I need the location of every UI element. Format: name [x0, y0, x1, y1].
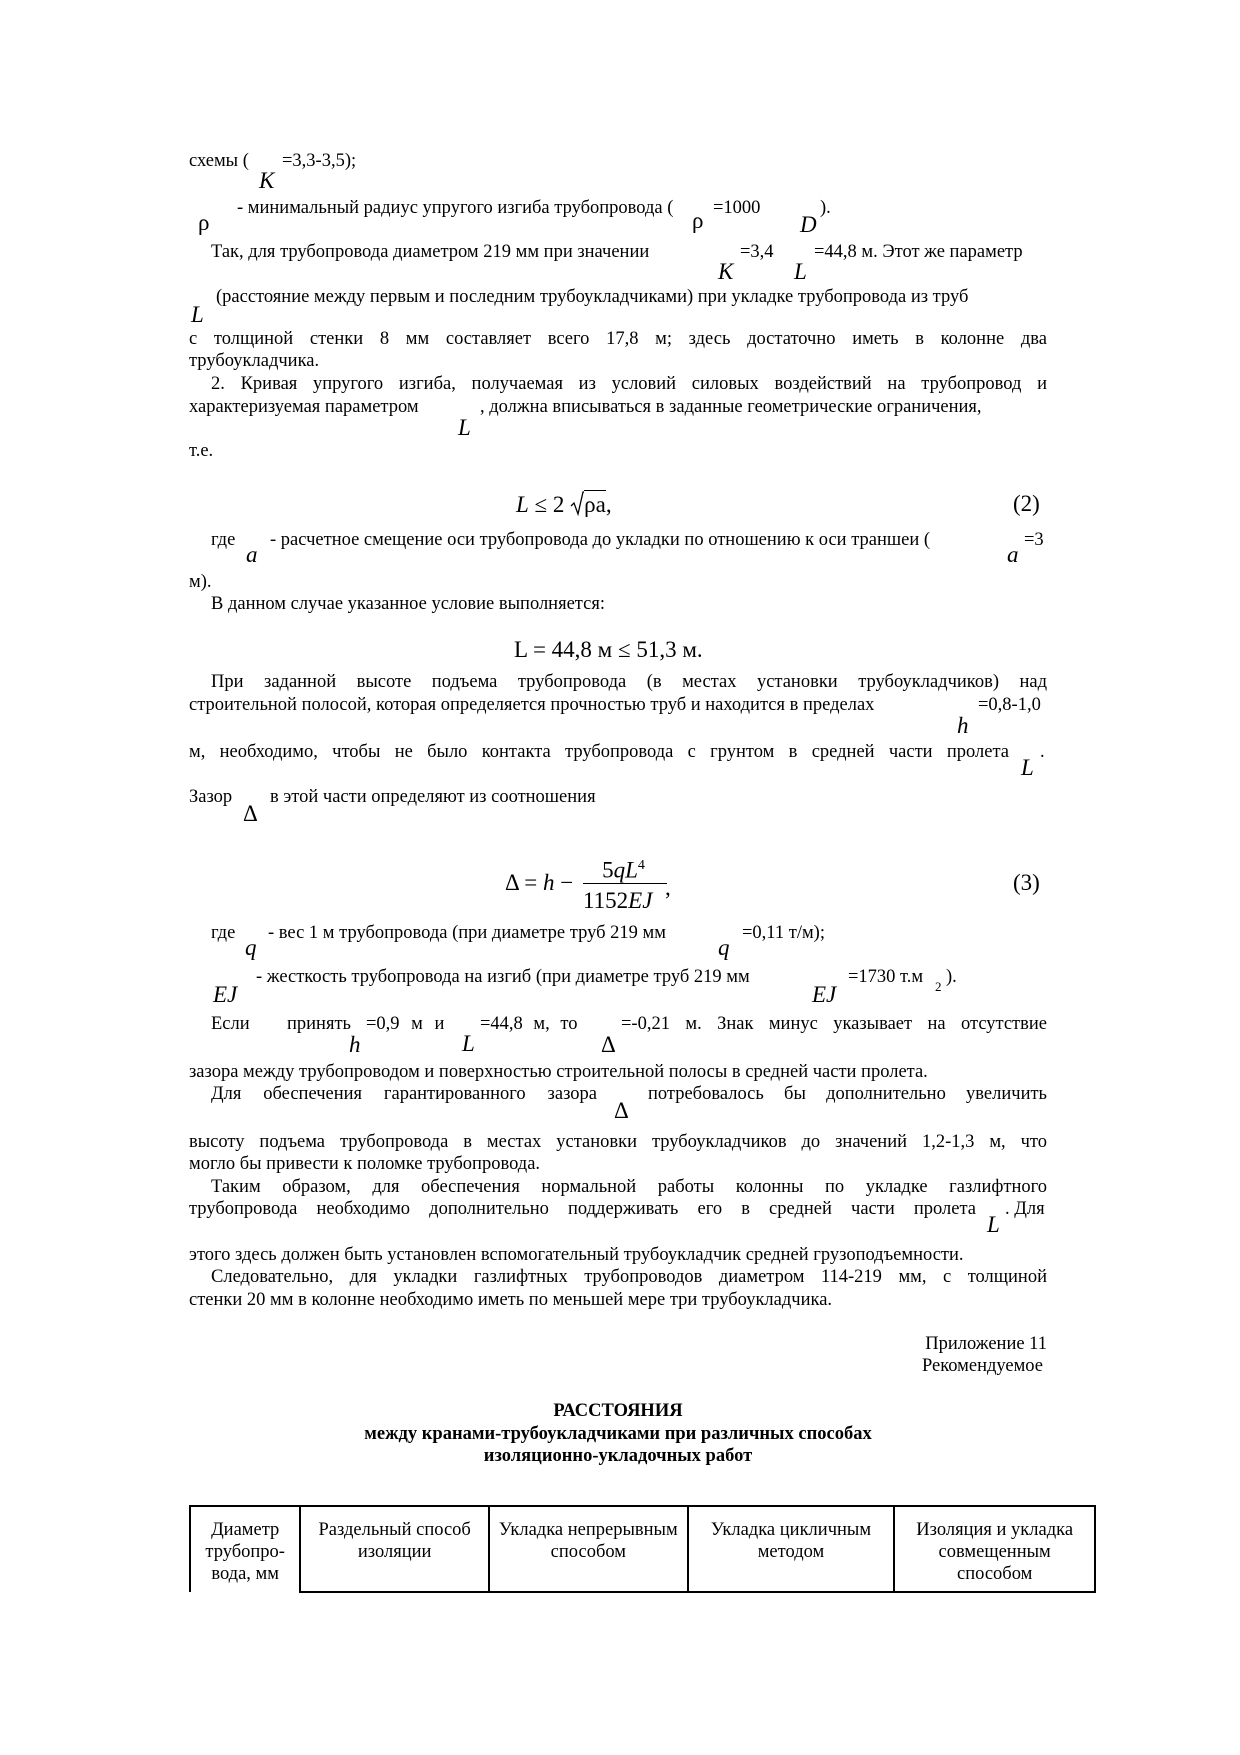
- text-line: - жесткость трубопровода на изгиб (при диаметре труб 219 мм: [256, 967, 750, 987]
- variable-q: q: [718, 935, 730, 960]
- section-subtitle: изоляционно-укладочных работ: [483, 1446, 753, 1466]
- text-line: Зазор: [189, 787, 233, 807]
- variable-h: h: [957, 713, 969, 738]
- variable-K: K: [718, 259, 734, 284]
- equation-inequality: L = 44,8 м ≤ 51,3 м.: [514, 637, 703, 662]
- table-header-row: [190, 1506, 1095, 1592]
- eq-denominator-var: EJ: [628, 888, 653, 913]
- text-line: схемы (: [189, 151, 249, 171]
- radical-sign: [570, 490, 584, 518]
- appendix-number: Приложение 11: [925, 1334, 1047, 1354]
- text-line: характеризуемая параметром: [189, 397, 419, 417]
- table-header-cell: Изоляция и укладка совмещенным способом: [894, 1506, 1095, 1592]
- section-title: РАССТОЯНИЯ: [553, 1401, 683, 1421]
- table-header-cell: Укладка непрерывным способом: [489, 1506, 688, 1592]
- eq-numerator-vars: qL: [613, 857, 638, 883]
- text-line: - расчетное смещение оси трубопровода до укладки по отношению к оси траншеи (: [270, 530, 931, 550]
- text-line: , должна вписываться в заданные геометрические ограничения,: [480, 397, 982, 417]
- equation-3-denominator: [583, 888, 652, 914]
- table-header-cell: Раздельный способ изоляции: [300, 1506, 489, 1592]
- text-line: Так, для трубопровода диаметром 219 мм при значении: [211, 242, 650, 262]
- eq-operator: −: [560, 870, 574, 895]
- text-line: (расстояние между первым и последним трубоукладчиками) при укладке трубопровода из труб: [216, 287, 969, 307]
- text-line: трубопровода необходимо дополнительно поддерживать его в средней части пролета: [189, 1199, 976, 1219]
- text-line: 2. Кривая упругого изгиба, получаемая из условий силовых воздействий на трубопровод и: [211, 374, 1047, 394]
- text-line: трубоукладчика.: [189, 351, 320, 371]
- text-line: Таким образом, для обеспечения нормальной работы колонны по укладке газлифтного: [211, 1177, 1047, 1197]
- eq-comma: ,: [665, 875, 671, 900]
- variable-L: L: [191, 302, 204, 327]
- text-line: . Для: [1005, 1199, 1045, 1219]
- text-line: зазора между трубопроводом и поверхностью строительной полосы в средней части пролета.: [189, 1062, 928, 1082]
- eq-operator: Δ =: [505, 870, 543, 895]
- superscript-2: 2: [935, 979, 942, 994]
- text-line: =44,8 м. Этот же параметр: [814, 242, 1023, 262]
- eq-denominator-coef: 1152: [583, 888, 629, 913]
- eq-comma: ,: [605, 492, 612, 517]
- text-line: потребовалось бы дополнительно увеличить: [648, 1084, 1047, 1104]
- distances-table: [189, 1505, 1096, 1593]
- text-line: =3,4: [740, 242, 774, 262]
- text-line: высоту подъема трубопровода в местах установки трубоукладчиков до значений 1,2-1,3 м, что: [189, 1132, 1047, 1152]
- variable-L: L: [458, 415, 471, 440]
- text-line: м).: [189, 572, 212, 592]
- section-subtitle: между кранами-трубоукладчиками при различных способах: [364, 1424, 872, 1444]
- text-line: строительной полосой, которая определяется прочностью труб и находится в пределах: [189, 695, 875, 715]
- eq-operator: ≤ 2: [534, 492, 565, 517]
- variable-L: L: [987, 1212, 1000, 1237]
- text-line: При заданной высоте подъема трубопровода (в местах установки трубоукладчиков) над: [211, 672, 1047, 692]
- text-line: =-0,21 м. Знак минус указывает на отсутствие: [621, 1014, 1047, 1034]
- variable-D: D: [800, 212, 817, 237]
- text-line: этого здесь должен быть установлен вспомогательный трубоукладчик средней грузоподъемности.: [189, 1245, 964, 1265]
- equation-number: (2): [1013, 491, 1040, 516]
- text-line: где: [211, 530, 236, 550]
- text-line: =1730 т.м: [848, 967, 924, 987]
- text-line: =0,9 м и: [366, 1014, 445, 1034]
- text-line: стенки 20 мм в колонне необходимо иметь по меньшей мере три трубоукладчика.: [189, 1290, 833, 1310]
- eq-variable: h: [543, 870, 555, 895]
- eq-numerator-coef: 5: [602, 857, 614, 883]
- text-line: с толщиной стенки 8 мм составляет всего 17,8 м; здесь достаточно иметь в колонне два: [189, 329, 1047, 349]
- text-line: =0,11 т/м);: [742, 923, 825, 943]
- text-line: В данном случае указанное условие выполняется:: [211, 594, 605, 614]
- equation-number: (3): [1013, 870, 1040, 895]
- text-line: =44,8 м, то: [480, 1014, 578, 1034]
- variable-L: L: [1021, 755, 1034, 780]
- text-line: Если принять: [211, 1014, 351, 1034]
- variable-rho: ρ: [198, 210, 210, 235]
- equation-2: [516, 490, 612, 518]
- text-line: Для обеспечения гарантированного зазора: [211, 1084, 597, 1104]
- variable-delta: Δ: [243, 801, 258, 826]
- variable-delta: Δ: [614, 1098, 629, 1123]
- text-line: ).: [820, 198, 831, 218]
- text-line: .: [1040, 742, 1045, 762]
- text-line: т.е.: [189, 441, 214, 461]
- variable-rho: ρ: [692, 208, 704, 233]
- variable-EJ: EJ: [812, 982, 837, 1007]
- equation-3-left: [505, 870, 573, 896]
- text-line: =3: [1024, 530, 1044, 550]
- fraction-bar: [583, 883, 667, 884]
- text-line: =0,8-1,0: [978, 695, 1041, 715]
- text-line: могло бы привести к поломке трубопровода.: [189, 1154, 541, 1174]
- text-line: =1000: [713, 198, 761, 218]
- variable-h: h: [349, 1032, 361, 1057]
- table-header-cell: Укладка цикличным методом: [688, 1506, 895, 1592]
- text-line: =3,3-3,5);: [282, 151, 357, 171]
- eq-exponent: 4: [637, 858, 645, 873]
- variable-q: q: [245, 935, 257, 960]
- variable-L: L: [462, 1031, 475, 1056]
- text-line: ).: [946, 967, 957, 987]
- variable-delta: Δ: [601, 1032, 616, 1057]
- eq-radicand: ρa: [584, 492, 606, 517]
- appendix-status: Рекомендуемое: [921, 1356, 1043, 1376]
- variable-EJ: EJ: [213, 982, 238, 1007]
- text-line: - минимальный радиус упругого изгиба трубопровода (: [237, 198, 674, 218]
- variable-a: a: [246, 542, 258, 567]
- variable-L: L: [794, 259, 807, 284]
- equation-3-numerator: [583, 853, 664, 884]
- variable-a: a: [1007, 542, 1019, 567]
- text-line: в этой части определяют из соотношения: [270, 787, 596, 807]
- text-line: Следовательно, для укладки газлифтных трубопроводов диаметром 114-219 мм, с толщиной: [211, 1267, 1047, 1287]
- text-line: где: [211, 923, 236, 943]
- text-line: м, необходимо, чтобы не было контакта трубопровода с грунтом в средней части пролета: [189, 742, 1009, 762]
- eq-variable: L: [516, 492, 529, 517]
- variable-K: K: [259, 168, 275, 193]
- text-line: - вес 1 м трубопровода (при диаметре труб 219 мм: [268, 923, 666, 943]
- table-header-cell: Диаметр трубопро-вода, мм: [190, 1506, 300, 1592]
